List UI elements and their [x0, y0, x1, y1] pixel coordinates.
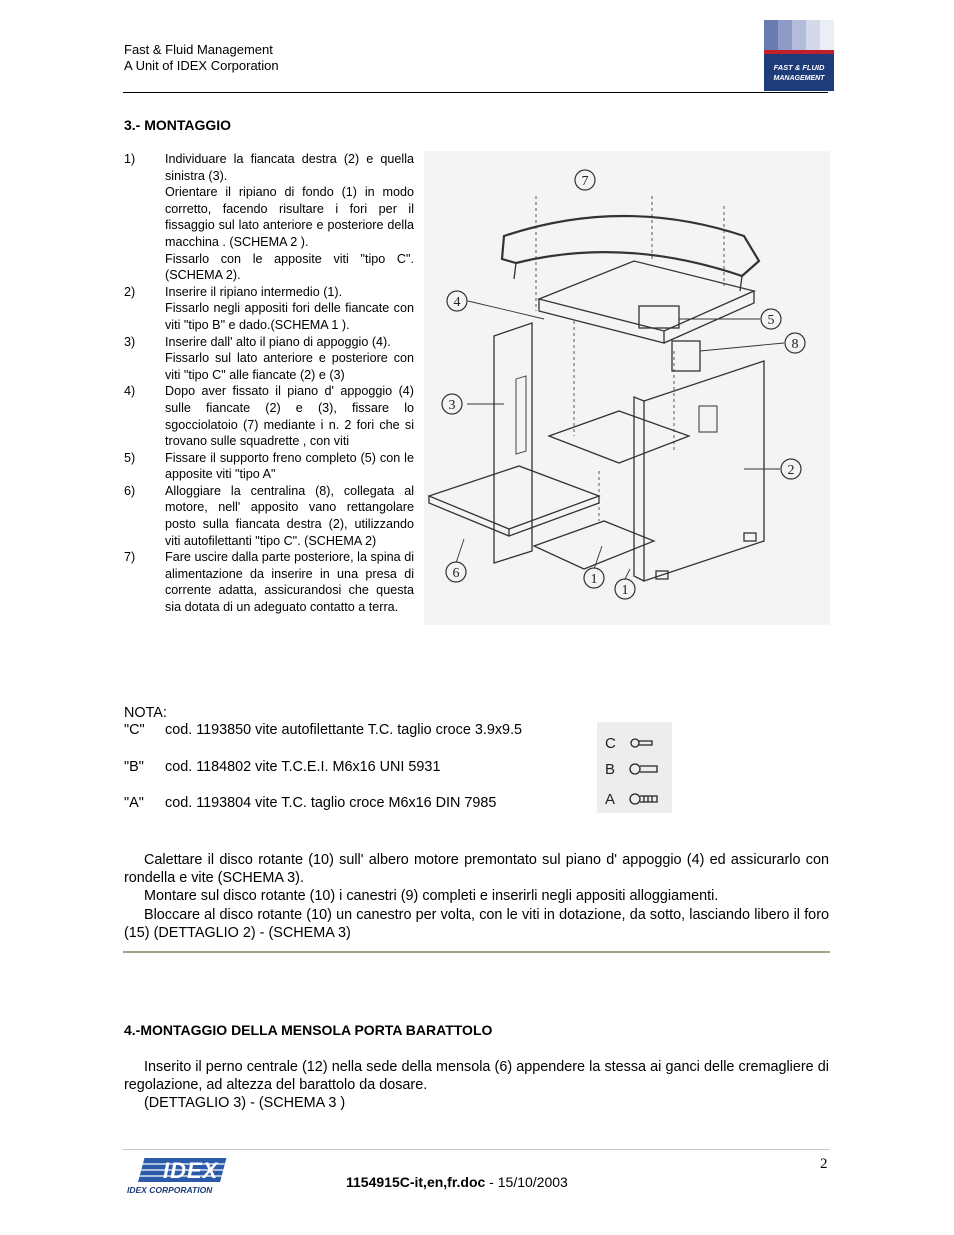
step-number: 5) — [124, 450, 136, 465]
step-paragraph: Dopo aver fissato il piano d' appoggio (4) sulle fiancate (2) e (3), fissare lo sgocciolatoio (7) mediante i n. 2 fori che si trovano sulle squadrette , con viti — [165, 384, 414, 449]
doc-separator: - — [485, 1174, 498, 1190]
assembly-diagram — [424, 151, 830, 625]
idex-logo — [123, 1156, 233, 1196]
paragraph: Inserito il perno centrale (12) nella sede della mensola (6) appendere la stessa ai ganci delle cremagliere di regolazione, ad altezza del barattolo da dosare. — [124, 1059, 829, 1094]
document-date: 15/10/2003 — [497, 1174, 568, 1190]
step-number: 7) — [124, 550, 136, 565]
callout-3: 3 — [448, 398, 456, 413]
paragraph: (DETTAGLIO 3) - (SCHEMA 3 ) — [144, 1095, 346, 1112]
step-paragraph: Fissarlo con le apposite viti "tipo C". (SCHEMA 2). — [165, 251, 414, 283]
section-4-title: 4.-MONTAGGIO DELLA MENSOLA PORTA BARATTOLO — [124, 1022, 493, 1038]
header-divider — [123, 92, 828, 93]
callout-7: 7 — [581, 174, 589, 189]
step-paragraph: Inserire il ripiano intermedio (1). — [165, 284, 343, 299]
step-text — [165, 151, 414, 284]
step-item — [124, 284, 414, 334]
document-reference — [346, 1174, 568, 1190]
step-number: 3) — [124, 334, 136, 349]
step-text — [165, 549, 414, 615]
paragraph: Bloccare al disco rotante (10) un canestro per volta, con le viti in dotazione, da sotto, lasciando libero il foro (15) (DETTAGLIO 2) - (SCHEMA 3) — [124, 906, 829, 941]
document-name: 1154915C-it,en,fr.doc — [346, 1174, 486, 1190]
step-number: 4) — [124, 384, 136, 399]
step-paragraph: Fissarlo negli appositi fori delle fiancate con viti "tipo B" e dado.(SCHEMA 1 ). — [165, 301, 414, 332]
nota-text: cod. 1193850 vite autofilettante T.C. taglio croce 3.9x9.5 — [165, 722, 523, 738]
ffm-logo — [764, 20, 834, 91]
company-line-1: Fast & Fluid Management — [124, 42, 273, 57]
callout-1b: 1 — [621, 583, 629, 598]
company-name — [124, 42, 279, 74]
callout-8: 8 — [791, 337, 799, 352]
step-item — [124, 450, 414, 483]
nota-title: NOTA: — [124, 705, 167, 721]
screw-letter-a: A — [605, 791, 616, 808]
step-paragraph: Individuare la fiancata destra (2) e quella sinistra (3). — [165, 152, 414, 183]
section-divider — [123, 951, 830, 953]
screw-letter-b: B — [605, 761, 616, 778]
step-paragraph: Inserire dall' alto il piano di appoggio (4). — [165, 334, 391, 349]
idex-corp-text: IDEX CORPORATION — [127, 1185, 213, 1195]
step-paragraph: Fissarlo sul lato anteriore e posteriore con viti "tipo C" alle fiancate (2) e (3) — [165, 351, 414, 382]
step-paragraph: Fare uscire dalla parte posteriore, la spina di alimentazione da inserire in una presa di corrente adatta, assicurandosi che questa sia dotata di un adeguato contatto a terra. — [165, 550, 414, 615]
nota-text: cod. 1184802 vite T.C.E.I. M6x16 UNI 5931 — [165, 759, 441, 775]
idex-logo-text: IDEX — [163, 1158, 219, 1183]
section-4-paragraphs — [124, 1058, 829, 1113]
step-number: 1) — [124, 152, 136, 166]
paragraph: Montare sul disco rotante (10) i canestri (9) completi e inserirli negli appositi alloggiamenti. — [144, 888, 719, 905]
company-line-2: A Unit of IDEX Corporation — [124, 58, 279, 73]
screw-types-image — [597, 722, 672, 813]
assembly-paragraphs — [124, 851, 829, 942]
page-number: 2 — [820, 1156, 828, 1172]
step-text — [165, 334, 414, 384]
callout-6: 6 — [452, 566, 460, 581]
step-text — [165, 450, 414, 483]
step-number: 6) — [124, 483, 136, 498]
callout-4: 4 — [453, 295, 461, 310]
step-text — [165, 383, 414, 449]
step-paragraph: Alloggiare la centralina (8), collegata al motore, nell' apposito vano rettangolare posto sulla fiancata destra (2), utilizzando viti autofilettanti "tipo C". (SCHEMA 2) — [165, 483, 414, 548]
nota-key: "B" — [124, 759, 144, 775]
callout-1a: 1 — [590, 572, 598, 587]
step-item — [124, 483, 414, 549]
nota-key: "C" — [124, 722, 145, 738]
nota-text: cod. 1193804 vite T.C. taglio croce M6x16 DIN 7985 — [165, 795, 497, 811]
step-item — [124, 383, 414, 449]
screw-letter-c: C — [605, 735, 616, 752]
step-paragraph: Fissare il supporto freno completo (5) con le apposite viti "tipo A" — [165, 450, 414, 482]
step-item — [124, 151, 414, 284]
paragraph: Calettare il disco rotante (10) sull' albero motore premontato sul piano d' appoggio (4) ed assicurarlo con rondella e vite (SCHEMA 3). — [124, 852, 829, 887]
assembly-steps — [124, 151, 414, 616]
section-3-title: 3.- MONTAGGIO — [124, 117, 232, 133]
callout-5: 5 — [767, 313, 775, 328]
logo-text-2: MANAGEMENT — [773, 75, 825, 82]
step-paragraph: Orientare il ripiano di fondo (1) in modo corretto, facendo risultare i fori per il fissaggio sul lato anteriore e posteriore della macchina . (SCHEMA 2 ). — [165, 185, 414, 249]
footer-divider — [123, 1149, 830, 1150]
nota-key: "A" — [124, 795, 144, 811]
callout-2: 2 — [787, 463, 795, 478]
step-text — [165, 483, 414, 549]
step-text — [165, 284, 414, 334]
step-item — [124, 549, 414, 615]
logo-text-1: FAST & FLUID — [773, 63, 825, 72]
step-number: 2) — [124, 284, 136, 299]
step-item — [124, 334, 414, 384]
